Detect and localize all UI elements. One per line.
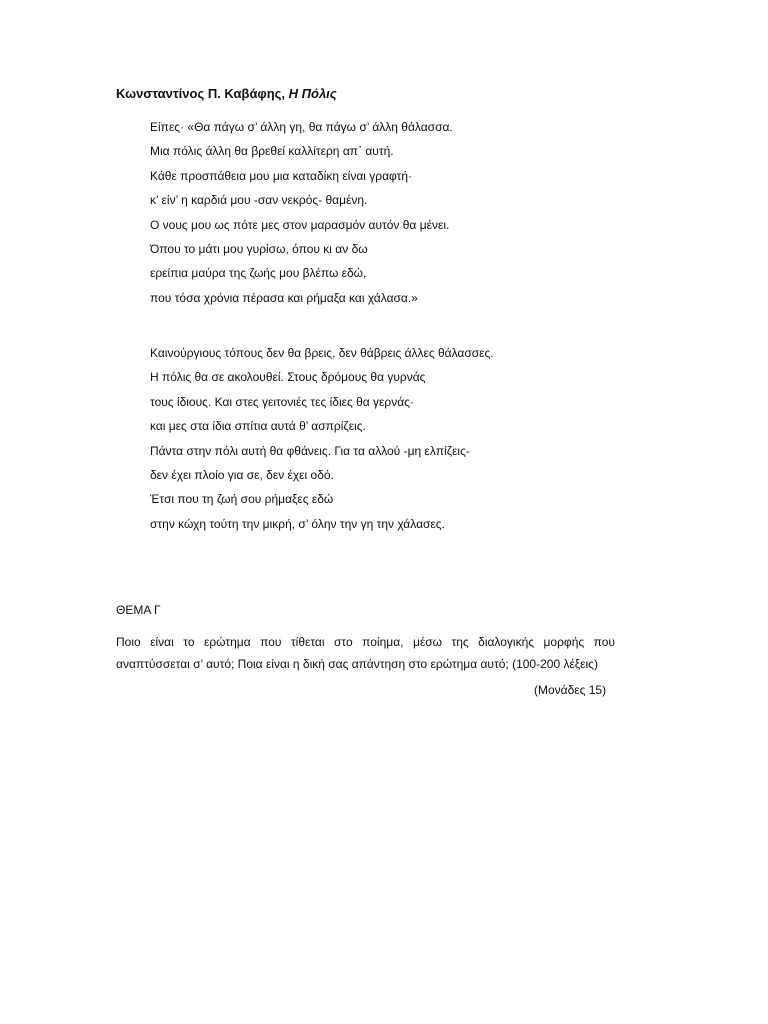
poem-line: Ο νους μου ως πότε μες στον μαρασμόν αυτόν θα μένει. [150, 217, 450, 232]
poem-stanza-2 [150, 341, 494, 536]
exam-question: Ποιο είναι το ερώτημα που τίθεται στο ποίημα, μέσω της διαλογικής μορφής που αναπτύσσεται σ’ αυτό; Ποια είναι η δική σας απάντηση στο ερώτημα αυτό; (100-200 λέξεις) [116, 635, 615, 671]
poem-author: Κωνσταντίνος Π. Καβάφης, [116, 86, 286, 101]
points-label: (Μονάδες 15) [534, 683, 607, 697]
poem-line: στην κώχη τούτη την μικρή, σ’ όλην την γη την χάλασες. [150, 516, 445, 531]
poem-line: ερείπια μαύρα της ζωής μου βλέπω εδώ, [150, 266, 367, 281]
poem-line: που τόσα χρόνια πέρασα και ρήμαξα και χάλασα.» [150, 290, 418, 305]
poem-line: και μες στα ίδια σπίτια αυτά θ’ ασπρίζεις. [150, 419, 366, 434]
poem-line: Μια πόλις άλλη θα βρεθεί καλλίτερη απ᾿ αυτή. [150, 144, 394, 159]
poem-line: Η πόλις θα σε ακολουθεί. Στους δρόμους θα γυρνάς [150, 370, 426, 385]
poem-heading [116, 86, 337, 101]
poem-line: Καινούργιους τόπους δεν θα βρεις, δεν θάβρεις άλλες θάλασσες. [150, 346, 494, 360]
poem-line: δεν έχει πλοίο για σε, δεν έχει οδό. [150, 467, 334, 482]
poem-line: Έτσι που τη ζωή σου ρήμαξες εδώ [150, 492, 334, 507]
poem-stanza-1 [150, 115, 453, 310]
poem-line: τους ίδιους. Και στες γειτονιές τες ίδιες θα γερνάς· [150, 394, 414, 409]
poem-title: Η Πόλις [288, 86, 337, 101]
section-title: ΘΕΜΑ Γ [116, 603, 161, 617]
poem-line: Όπου το μάτι μου γυρίσω, όπου κι αν δω [150, 241, 368, 256]
poem-line: Είπες· «Θα πάγω σ’ άλλη γη, θα πάγω σ’ άλλη θάλασσα. [150, 120, 453, 134]
poem-line: κ’ είν’ η καρδιά μου -σαν νεκρός- θαμένη. [150, 193, 368, 208]
poem-line: Κάθε προσπάθεια μου μια καταδίκη είναι γραφτή· [150, 168, 413, 183]
poem-line: Πάντα στην πόλι αυτή θα φθάνεις. Για τα αλλού -μη ελπίζεις- [150, 443, 470, 458]
